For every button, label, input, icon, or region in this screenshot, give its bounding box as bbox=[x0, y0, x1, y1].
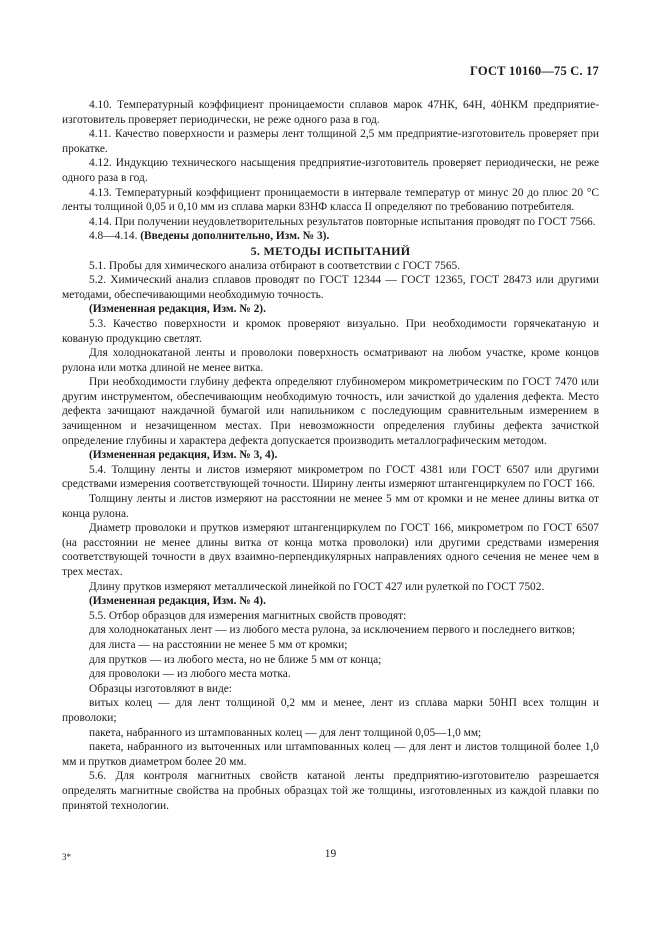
paragraph-4-14: 4.14. При получении неудовлетворительных результатов повторные испытания проводят по ГОСТ 7566. bbox=[89, 215, 596, 228]
paragraph-cold-rolled: Для холоднокатаной ленты и проволоки поверхность осматривают на любом участке, кроме концов рулона или мотка длиной не менее витка. bbox=[62, 347, 599, 374]
paragraph-5-3: 5.3. Качество поверхности и кромок проверяют визуально. При необходимости горячекатаную и кованую продукцию светлят. bbox=[62, 317, 599, 345]
list-item: пакета, набранного из штампованных колец — для лент толщиной 0,05—1,0 мм; bbox=[89, 726, 482, 739]
paragraph-samples: Образцы изготовляют в виде: bbox=[89, 682, 232, 695]
paragraph-5-4: 5.4. Толщину ленты и листов измеряют микрометром по ГОСТ 4381 или ГОСТ 6507 или другими средствами измерения соответствующей точности. Ширину ленты измеряют штангенциркулем по ГОСТ 166. bbox=[62, 463, 599, 491]
page-number: 19 bbox=[324, 848, 337, 860]
paragraph-5-2: 5.2. Химический анализ сплавов проводят по ГОСТ 12344 — ГОСТ 12365, ГОСТ 28473 или другими методами, обеспечивающими необходимую точность. bbox=[62, 274, 599, 301]
amendment-note-1: (Измененная редакция, Изм. № 2). bbox=[89, 303, 266, 316]
list-item: пакета, набранного из выточенных или штампованных колец — для лент и листов толщиной более 1,0 мм и прутков диаметром более 20 мм. bbox=[62, 741, 599, 768]
amendment-note-3: (Измененная редакция, Изм. № 4). bbox=[89, 595, 266, 608]
paragraph-5-1: 5.1. Пробы для химического анализа отбирают в соответствии с ГОСТ 7565. bbox=[89, 259, 461, 272]
paragraph-length: Длину прутков измеряют металлической линейкой по ГОСТ 427 или рулеткой по ГОСТ 7502. bbox=[89, 580, 545, 593]
page-header: ГОСТ 10160—75 С. 17 bbox=[470, 64, 599, 78]
paragraph-4-13: 4.13. Температурный коэффициент проницаемости в интервале температур от минус 20 до плюс 20 °С ленты толщиной 0,05 и 0,10 мм из сплава марки 83НФ класса II определяют по требованию потребителя. bbox=[62, 186, 599, 214]
paragraph-diameter: Диаметр проволоки и прутков измеряют штангенциркулем по ГОСТ 166, микрометром по ГОСТ 6507 (на расстоянии не менее длины витка от конца мотка проволоки) или другими средствами измерения соответствующей точности в двух взаимно-перпендикулярных направлениях одного сечения не менее чем в трех местах. bbox=[62, 522, 599, 578]
section-title: 5. МЕТОДЫ ИСПЫТАНИЙ bbox=[250, 243, 411, 258]
paragraph-5-5: 5.5. Отбор образцов для измерения магнитных свойств проводят: bbox=[89, 609, 407, 622]
list-item: для проволоки — из любого места мотка. bbox=[89, 668, 291, 681]
amendment-note-prefix: 4.8—4.14. bbox=[89, 230, 141, 243]
paragraph-5-6: 5.6. Для контроля магнитных свойств катаной ленты предприятию-изготовителю разрешается определять магнитные свойства на пробных образцах той же толщины, изготовленных из каждой плавки по принятой технологии. bbox=[62, 770, 599, 812]
paragraph-thickness: Толщину ленты и листов измеряют на расстоянии не менее 5 мм от кромки и не менее длины витка от конца рулона. bbox=[62, 493, 599, 520]
paragraph-4-10: 4.10. Температурный коэффициент проницаемости сплавов марок 47НК, 64Н, 40НКМ предприятие-изготовитель проверяет периодически, не реже одного раза в год. bbox=[62, 99, 599, 126]
paragraph-4-11: 4.11. Качество поверхности и размеры лент толщиной 2,5 мм предприятие-изготовитель проверяет при прокатке. bbox=[62, 128, 599, 155]
list-item: витых колец — для лент толщиной 0,2 мм и менее, лент из сплава марки 50НП всех толщин и проволоки; bbox=[62, 697, 599, 724]
document-body bbox=[62, 98, 599, 813]
amendment-note-2: (Измененная редакция, Изм. № 3, 4). bbox=[89, 449, 278, 462]
list-item: для листа — на расстоянии не менее 5 мм от кромки; bbox=[89, 638, 348, 651]
paragraph-4-12: 4.12. Индукцию технического насыщения предприятие-изготовитель проверяет периодически, не реже одного раза в год. bbox=[62, 157, 599, 184]
list-item: для холоднокатаных лент — из любого места рулона, за исключением первого и последнего витков; bbox=[89, 624, 576, 637]
signature-mark: 3* bbox=[62, 852, 71, 862]
amendment-note-bold: (Введены дополнительно, Изм. № 3). bbox=[140, 230, 330, 243]
paragraph-defect-depth: При необходимости глубину дефекта определяют глубиномером микрометрическим по ГОСТ 7470 или другим инструментом, обеспечивающим необходимую точность, или зачисткой до удаления дефекта. Место дефекта зачищают наждачной бумагой или напильником с последующим сравнительным измерением в зачищенном и незачищенном местах. При невозможности определения глубины дефекта зачисткой определение глубины и характера дефекта допускается производить металлографическим методом. bbox=[62, 376, 599, 447]
amendment-note-4-8 bbox=[62, 229, 599, 244]
list-item: для прутков — из любого места, но не ближе 5 мм от конца; bbox=[89, 653, 382, 666]
